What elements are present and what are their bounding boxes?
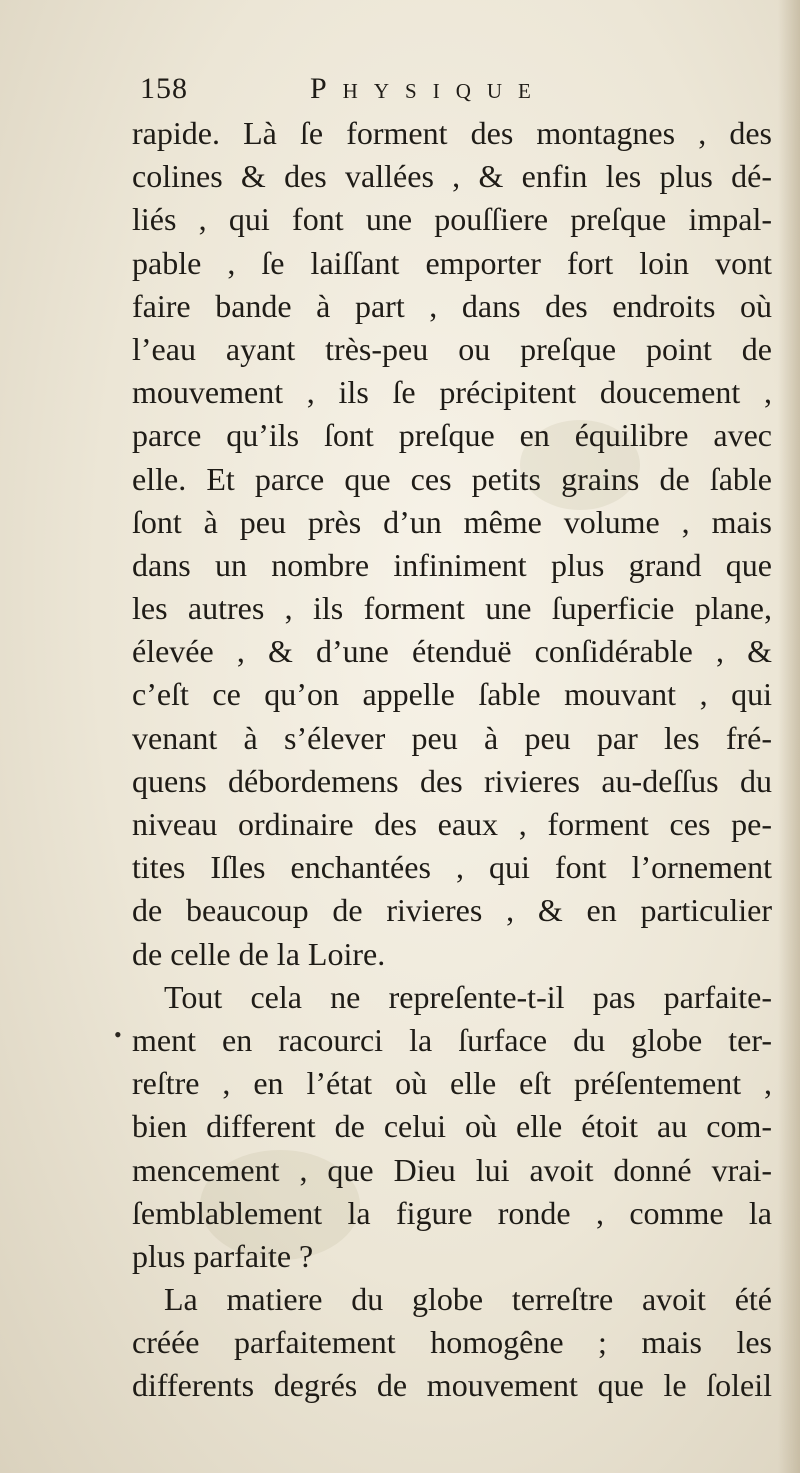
text-line: rapide. Là ſe forment des montagnes , des [132,115,772,151]
body-text [132,112,772,1408]
page-header [140,72,660,112]
text-line: plus parfaite ? [132,1237,314,1274]
text-line: reſtre , en l’état où elle eſt préſentement , [132,1065,772,1102]
margin-mark: • [114,1022,122,1047]
text-line: tites Iſles enchantées , qui font l’ornement [132,849,772,886]
text-line: créée parfaitement homogêne ; mais les [132,1324,772,1361]
text-line: bien different de celui où elle étoit au com- [132,1108,772,1145]
text-line: dans un nombre infiniment plus grand que [132,546,772,583]
text-line: pable , ſe laiſſant emporter fort loin vont [132,244,772,281]
page-edge-shadow [778,0,800,1473]
text-line: mouvement , ils ſe précipitent doucement , [132,374,772,411]
page-number: 158 [140,72,188,105]
text-line: colines & des vallées , & enfin les plus dé- [132,158,772,195]
text-line: ſemblablement la figure ronde , comme la [132,1194,772,1231]
text-line: ment en racourci la ſurface du globe ter- [132,1021,772,1058]
text-line: Tout cela ne repreſente-t-il pas parfaite- [164,978,772,1015]
text-line: parce qu’ils ſont preſque en équilibre avec [132,417,772,454]
text-line: La matiere du globe terreſtre avoit été [164,1281,772,1318]
text-line: ſont à peu près d’un même volume , mais [132,503,772,540]
text-line: liés , qui font une pouſſiere preſque impal- [132,201,772,238]
text-line: venant à s’élever peu à peu par les fré- [132,719,772,756]
text-line: les autres , ils forment une ſuperficie plane, [132,590,772,627]
text-line: quens débordemens des rivieres au-deſſus du [132,762,772,799]
text-line: élevée , & d’une étenduë conſidérable , & [132,633,772,670]
text-line: de celle de la Loire. [132,935,386,972]
text-line: elle. Et parce que ces petits grains de ſable [132,460,772,497]
text-line: differents degrés de mouvement que le ſoleil [132,1367,772,1404]
text-line: c’eſt ce qu’on appelle ſable mouvant , qui [132,676,772,713]
running-title: Physique [310,72,547,105]
text-line: niveau ordinaire des eaux , forment ces pe- [132,806,772,842]
text-line: faire bande à part , dans des endroits où [132,287,772,324]
text-line: de beaucoup de rivieres , & en particulier [132,892,772,929]
text-line: mencement , que Dieu lui avoit donné vrai- [132,1151,772,1188]
text-line: l’eau ayant très-peu ou preſque point de [132,330,772,367]
